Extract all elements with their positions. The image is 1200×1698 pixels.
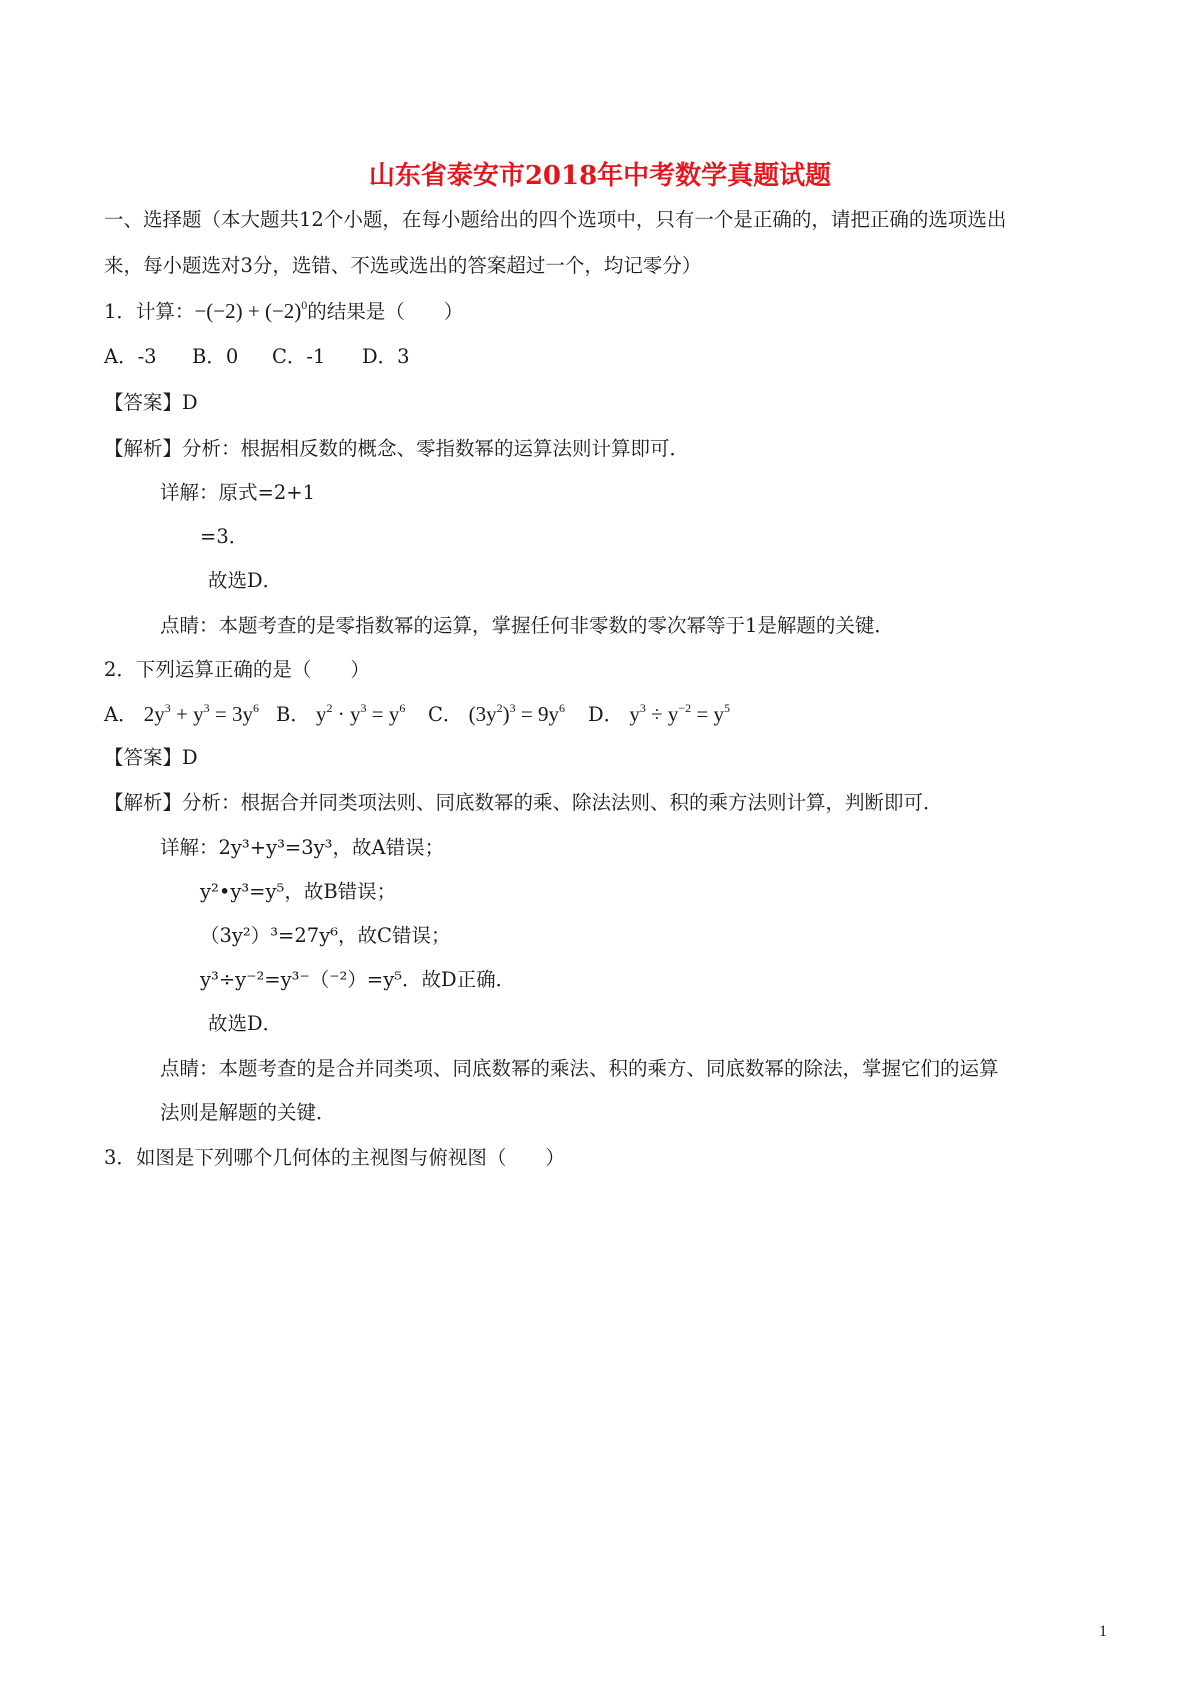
question-1-comment: 点睛：本题考查的是零指数幂的运算，掌握任何非零数的零次幂等于1是解题的关键． — [160, 614, 894, 637]
section-instructions-line-1: 一、选择题（本大题共12个小题，在每小题给出的四个选项中，只有一个是正确的，请把正确的选项选出 — [104, 208, 1007, 231]
question-1-options — [104, 345, 410, 369]
question-2-options — [104, 702, 730, 727]
question-2-detail-c: （3y²）³=27y⁶，故C错误； — [200, 924, 451, 947]
question-2-detail-d: y³÷y⁻²=y³⁻（⁻²）=y⁵．故D正确． — [200, 968, 516, 991]
question-1-detail-1: 详解：原式=2+1 — [160, 481, 315, 504]
question-1-choice: 故选D． — [208, 569, 283, 592]
question-1-stem — [104, 299, 463, 324]
question-number: 1． — [104, 300, 136, 323]
option-b: B．0 — [192, 345, 239, 368]
section-instructions-line-2: 来，每小题选对3分，选错、不选或选出的答案超过一个，均记零分） — [104, 254, 702, 277]
question-2-stem: 2．下列运算正确的是（ ） — [104, 658, 370, 681]
question-2-detail-b: y²•y³=y⁵，故B错误； — [200, 880, 397, 903]
question-2-analysis: 【解析】分析：根据合并同类项法则、同底数幂的乘、除法法则、积的乘方法则计算，判断即可． — [104, 791, 943, 814]
question-2-answer: 【答案】D — [104, 746, 198, 769]
question-1-detail-2: =3． — [200, 525, 249, 548]
option-a: A．-3 — [104, 345, 157, 368]
math-expression: $-(-2) + (-2)^0$ — [194, 298, 308, 323]
stem-prefix: 计算： — [135, 300, 195, 323]
stem-suffix: 的结果是（ ） — [307, 300, 464, 323]
question-1-analysis: 【解析】分析：根据相反数的概念、零指数幂的运算法则计算即可． — [104, 437, 690, 460]
page-number: 1 — [1099, 1623, 1107, 1640]
option-c: C．-1 — [272, 345, 326, 368]
question-2-choice: 故选D． — [208, 1012, 283, 1035]
question-3-stem: 3．如图是下列哪个几何体的主视图与俯视图（ ） — [104, 1146, 565, 1169]
question-2-detail-a: 详解：2y³+y³=3y³，故A错误； — [160, 836, 445, 859]
question-2-comment-line-1: 点睛：本题考查的是合并同类项、同底数幂的乘法、积的乘方、同底数幂的除法，掌握它们的运算 — [160, 1057, 999, 1080]
option-b: B． $y^2 \cdot y^3 = y^6$ — [276, 701, 406, 726]
document-title: 山东省泰安市2018年中考数学真题试题 — [368, 161, 832, 191]
question-1-answer: 【答案】D — [104, 391, 198, 414]
option-d: D．3 — [362, 345, 410, 368]
question-2-comment-line-2: 法则是解题的关键． — [160, 1101, 336, 1124]
option-c: C． $(3y^2)^3 = 9y^6$ — [428, 701, 565, 726]
option-d: D． $y^3 \div y^{-2} = y^5$ — [588, 701, 730, 726]
option-a: A． $2y^3 + y^3 = 3y^6$ — [104, 701, 259, 726]
